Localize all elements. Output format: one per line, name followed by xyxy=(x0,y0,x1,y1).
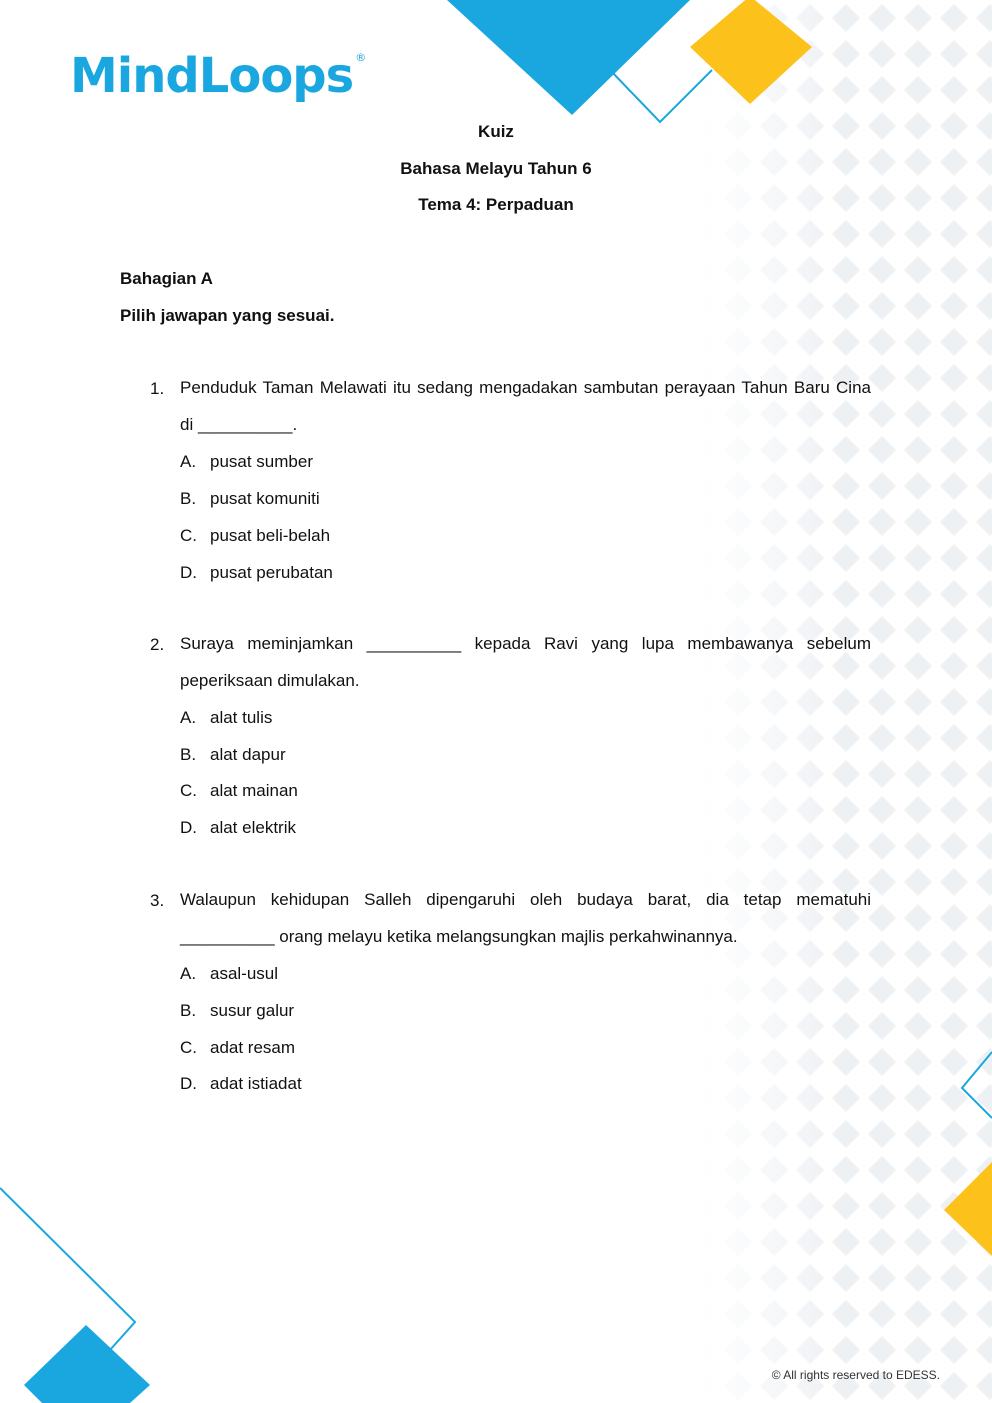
option-d: D. alat elektrik xyxy=(180,818,296,837)
option-a: A. alat tulis xyxy=(180,708,273,727)
option-b: B. alat dapur xyxy=(180,745,286,764)
option-d: D. pusat perubatan xyxy=(180,563,333,582)
theme-title: Tema 4: Perpaduan xyxy=(418,195,574,214)
blue-outline-diamond xyxy=(610,70,712,122)
option-c: C. pusat beli-belah xyxy=(180,526,331,545)
section-title: Bahagian A xyxy=(120,269,213,288)
blue-outline-bottom-left xyxy=(0,1188,135,1350)
question-number: 1. xyxy=(150,379,165,398)
question-number: 3. xyxy=(150,891,165,910)
question-text: Suraya meminjamkan __________ kepada Ravi yang lupa membawanya sebelum peperiksaan dimulakan. xyxy=(180,634,871,690)
quiz-title: Kuiz xyxy=(478,122,514,141)
option-c: C. adat resam xyxy=(180,1038,296,1057)
copyright-footer: © All rights reserved to EDESS. xyxy=(771,1368,940,1382)
mindloops-logo: MindLoops ® xyxy=(70,48,366,104)
option-c: C. alat mainan xyxy=(180,781,298,800)
question-text: Walaupun kehidupan Salleh dipengaruhi oleh budaya barat, dia tetap mematuhi __________ orang melayu ketika melangsungkan majlis perkahwinannya. xyxy=(180,890,871,946)
blue-diamond-bottom-left xyxy=(24,1325,150,1403)
option-b: B. pusat komuniti xyxy=(180,489,320,508)
section-instruction: Pilih jawapan yang sesuai. xyxy=(120,306,335,325)
option-d: D. adat istiadat xyxy=(180,1074,302,1093)
question-text: Penduduk Taman Melawati itu sedang mengadakan sambutan perayaan Tahun Baru Cina di __________. xyxy=(180,378,871,434)
blue-triangle-top xyxy=(447,0,690,115)
subject-title: Bahasa Melayu Tahun 6 xyxy=(400,159,592,178)
option-a: A. asal-usul xyxy=(180,964,279,983)
option-b: B. susur galur xyxy=(180,1001,295,1020)
question-number: 2. xyxy=(150,635,165,654)
option-a: A. pusat sumber xyxy=(180,452,313,471)
